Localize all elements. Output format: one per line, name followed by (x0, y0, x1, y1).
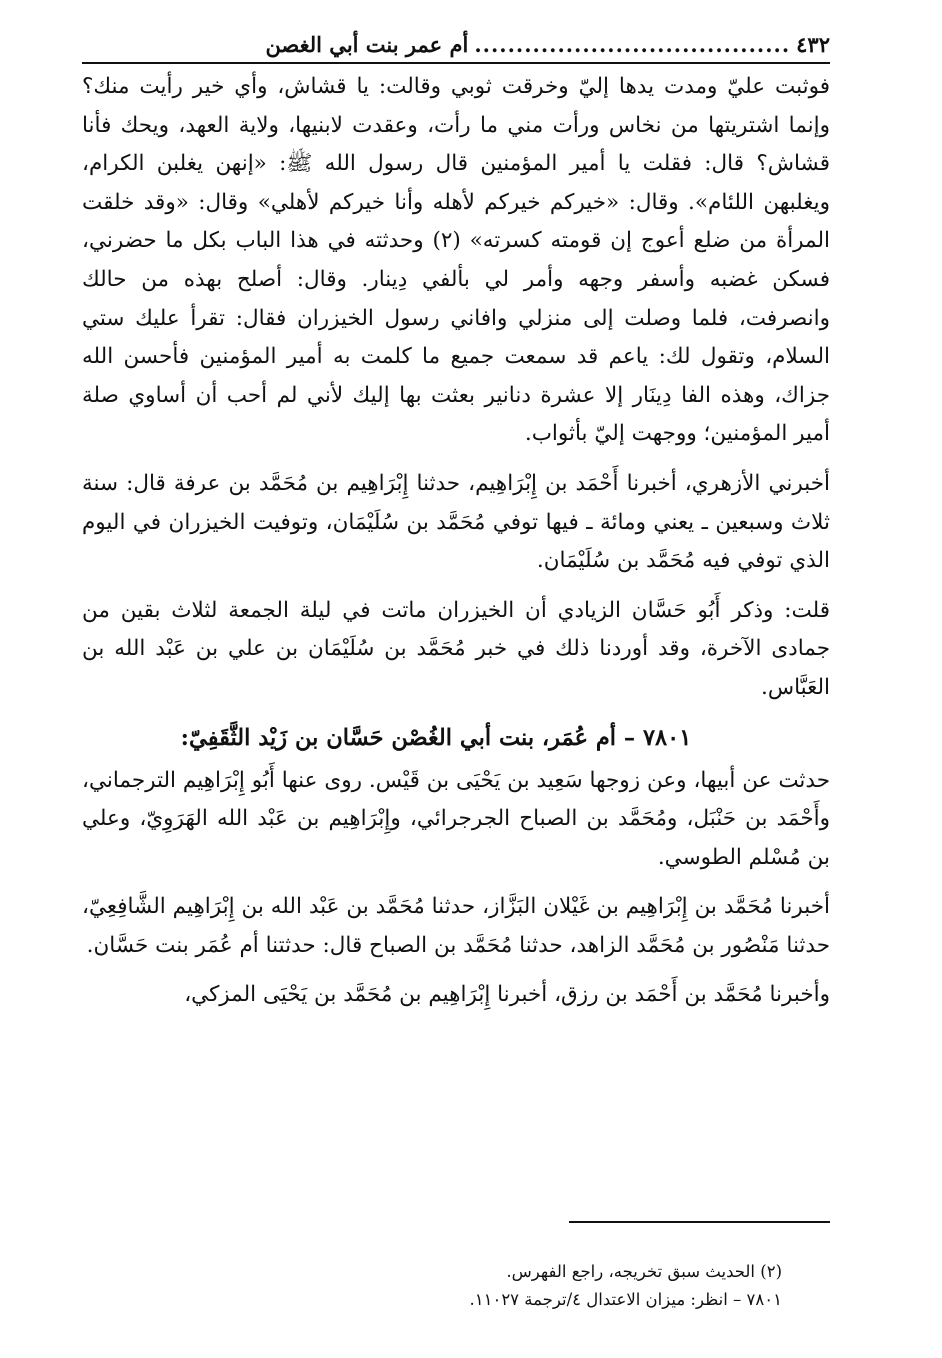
entry-heading: ٧٨٠١ – أم عُمَر، بنت أبي الغُصْن حَسَّان بن زَيْد الثَّقَفِيّ: (180, 724, 692, 751)
paragraph-1: فوثبت عليّ ومدت يدها إليّ وخرقت ثوبي وقالت: يا قشاش، وأي خير رأيت منك؟ وإنما اشتريتها من نخاس ورأت مني ما رأت، وعقدت لابنيها، ولاية العهد، ويحك فأنا قشاش؟ قال: فقلت يا أمير المؤمنين قال رسول الله ﷺ: «إنهن يغلبن الكرام، ويغلبهن اللئام». وقال: «خيركم خيركم لأهله وأنا خيركم لأهلي» وقال: «وقد خلقت المرأة من ضلع أعوج إن قومته كسرته» (٢) وحدثته في هذا الباب بكل ما حضرني، فسكن غضبه وأسفر وجهه وأمر لي بألفي دِينار. وقال: أصلح بهذه من حالك وانصرفت، فلما وصلت إلى منزلي وافاني رسول الخيزران فقال: تقرأ عليك ستي السلام، وتقول لك: ياعم قد سمعت جميع ما كلمت به أمير المؤمنين فأحسن الله جزاك، وهذه الفا دِينَار إلا عشرة دنانير بعثت بها إليك لأني لم أحب أن أساوي صلة أمير المؤمنين؛ ووجهت إليّ بأثواب. (82, 74, 830, 447)
paragraph-2: أخبرني الأزهري، أخبرنا أَحْمَد بن إِبْرَاهِيم، حدثنا إِبْرَاهِيم بن مُحَمَّد بن عرفة قال: سنة ثلاث وسبعين ـ يعني ومائة ـ فيها توفي مُحَمَّد بن سُلَيْمَان، وتوفيت الخيزران في اليوم الذي توفي فيه مُحَمَّد بن سُلَيْمَان. (82, 470, 830, 574)
footnote-separator (569, 1221, 830, 1223)
running-header (82, 30, 830, 64)
header-leader-dots: ...................................... (474, 32, 791, 57)
footnotes (82, 1258, 782, 1314)
footnote-2: ٧٨٠١ – انظر: ميزان الاعتدال ٤/ترجمة ١١٠٢٧. (469, 1290, 782, 1309)
entry-paragraph-2: أخبرنا مُحَمَّد بن إِبْرَاهِيم بن غَيْلان البَزَّاز، حدثنا مُحَمَّد بن عَبْد الله بن إِبْرَاهِيم الشَّافِعِيّ، حدثنا مَنْصُور بن مُحَمَّد الزاهد، حدثنا مُحَمَّد بن الصباح قال: حدثتنا أم عُمَر بنت حَسَّان. (82, 894, 830, 958)
entry-paragraph-1: حدثت عن أبيها، وعن زوجها سَعِيد بن يَحْيَى بن قَيْس. روى عنها أَبُو إِبْرَاهِيم الترجماني، وأَحْمَد بن حَنْبَل، ومُحَمَّد بن الصباح الجرجرائي، وإِبْرَاهِيم بن عَبْد الله الهَرَوِيّ، وعلي بن مُسْلم الطوسي. (82, 767, 830, 870)
main-text (82, 68, 830, 1015)
book-page (82, 30, 830, 1015)
footnote-1: (٢) الحديث سبق تخريجه، راجع الفهرس. (506, 1262, 782, 1281)
paragraph-3: قلت: وذكر أَبُو حَسَّان الزيادي أن الخيزران ماتت في ليلة الجمعة لثلاث بقين من جمادى الآخرة، وقد أوردنا ذلك في خبر مُحَمَّد بن سُلَيْمَان بن علي بن عَبْد الله بن العَبَّاس. (82, 597, 830, 700)
entry-paragraph-3: وأخبرنا مُحَمَّد بن أَحْمَد بن رزق، أخبرنا إِبْرَاهِيم بن مُحَمَّد بن يَحْيَى المزكي، (184, 982, 830, 1008)
page-number: ٤٣٢ (796, 32, 830, 57)
header-title: أم عمر بنت أبي الغصن (265, 32, 469, 57)
